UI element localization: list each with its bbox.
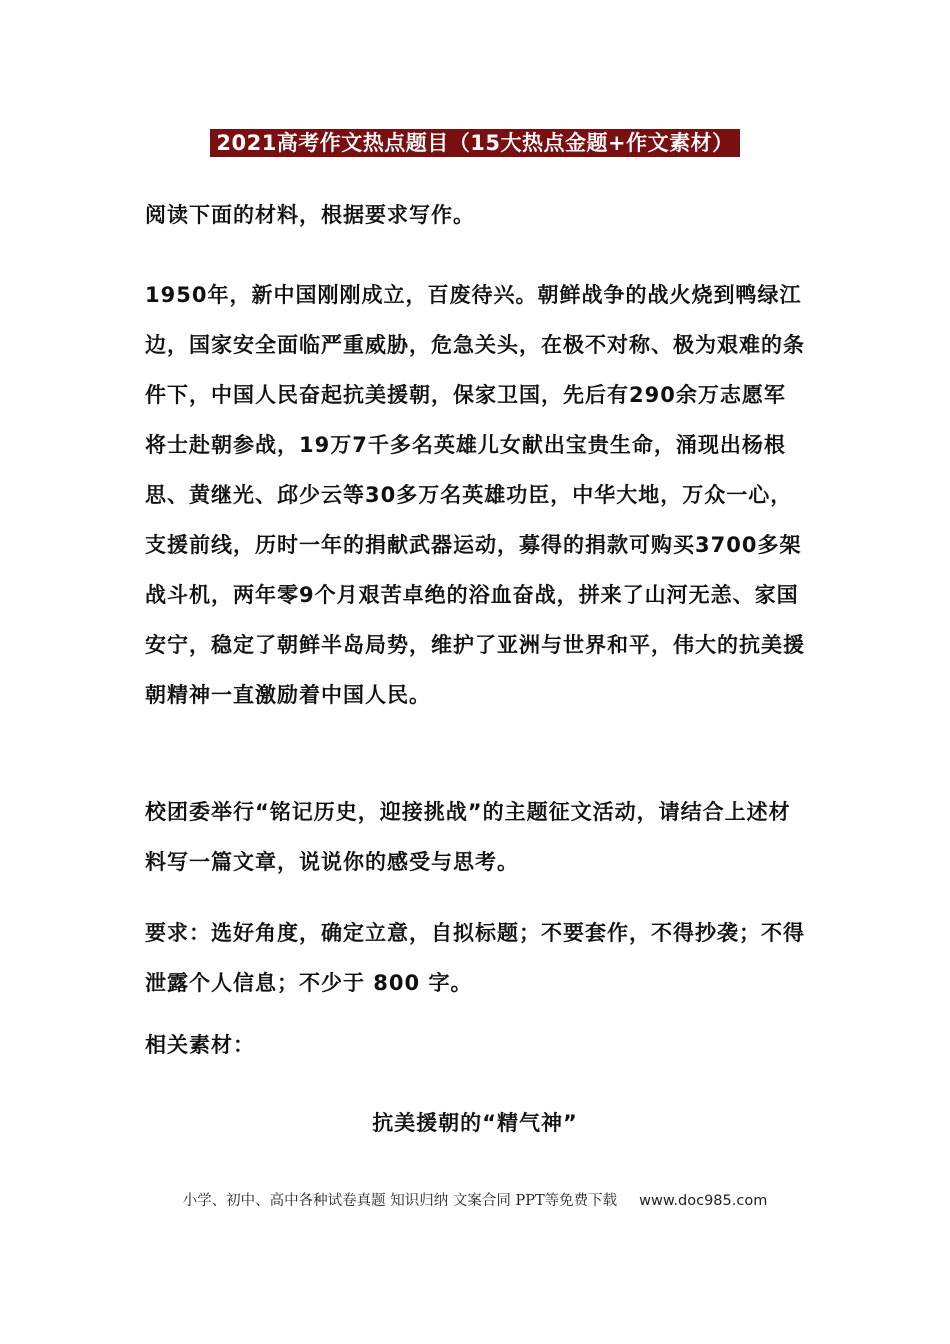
title-container [0,129,950,157]
related-materials-label: 相关素材： [145,1033,255,1057]
document-title: 2021高考作文热点题目（15大热点金题+作文素材） [210,129,739,157]
page-footer [0,1190,950,1212]
task-paragraph: 校团委举行“铭记历史，迎接挑战”的主题征文活动，请结合上述材料写一篇文章，说说你的感受与思考。 [145,800,791,874]
footer-text: 小学、初中、高中各种试卷真题 知识归纳 文案合同 PPT等免费下载 [182,1193,618,1209]
material-paragraph: 1950年，新中国刚刚成立，百废待兴。朝鲜战争的战火烧到鸭绿江边，国家安全面临严重威胁，危急关头，在极不对称、极为艰难的条件下，中国人民奋起抗美援朝，保家卫国，先后有290余万志愿军将士赴朝参战，19万7千多名英雄儿女献出宝贵生命，涌现出杨根思、黄继光、邱少云等30多万名英雄功臣，中华大地，万众一心，支援前线，历时一年的捐献武器运动，募得的捐款可购买3700多架战斗机，两年零9个月艰苦卓绝的浴血奋战，拼来了山河无恙、家国安宁，稳定了朝鲜半岛局势，维护了亚洲与世界和平，伟大的抗美援朝精神一直激励着中国人民。 [145,283,805,707]
instruction-paragraph: 阅读下面的材料，根据要求写作。 [145,203,475,227]
requirements-paragraph: 要求：选好角度，确定立意，自拟标题；不要套作，不得抄袭；不得泄露个人信息；不少于 800 字。 [145,921,805,995]
section-subheading: 抗美援朝的“精气神” [372,1111,578,1135]
footer-url[interactable]: www.doc985.com [639,1193,768,1209]
